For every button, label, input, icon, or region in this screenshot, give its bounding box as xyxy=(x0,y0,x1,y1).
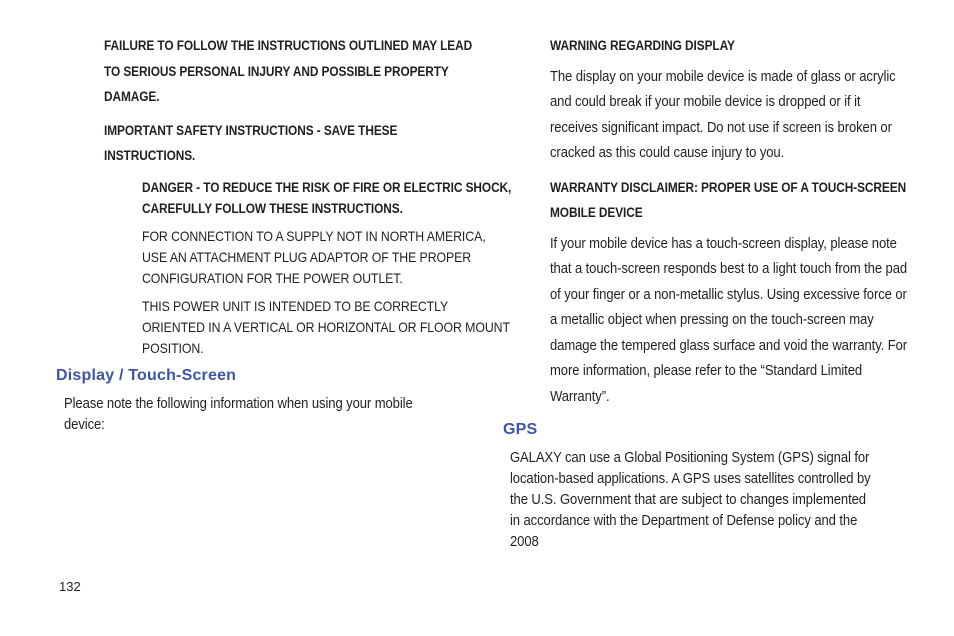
warranty-heading: WARRANTY DISCLAIMER: PROPER USE OF A TOUCH-SCREEN MOBILE DEVICE xyxy=(550,179,907,220)
gps-body: GALAXY can use a Global Positioning System (GPS) signal for location-based applications. A GPS uses satellites controlled by the U.S. Government that are subject to changes implemented in accordance with the Department of Defense policy and the 2008 xyxy=(510,450,871,550)
gps-heading: GPS xyxy=(503,421,538,438)
connection-notice: FOR CONNECTION TO A SUPPLY NOT IN NORTH AMERICA, USE AN ATTACHMENT PLUG ADAPTOR OF THE PROPER CONFIGURATION FOR THE POWER OUTLET. xyxy=(142,227,486,286)
left-column xyxy=(56,33,512,436)
warning-heading: WARNING REGARDING DISPLAY xyxy=(550,38,735,53)
orientation-notice: THIS POWER UNIT IS INTENDED TO BE CORRECTLY ORIENTED IN A VERTICAL OR HORIZONTAL OR FLOOR MOUNT POSITION. xyxy=(142,297,510,356)
warning-body: The display on your mobile device is made of glass or acrylic and could break if your mobile device is dropped or if it receives significant impact. Do not use if screen is broken or cracked as this could cause injury to you. xyxy=(550,68,896,161)
danger-notice: DANGER - TO REDUCE THE RISK OF FIRE OR ELECTRIC SHOCK, CAREFULLY FOLLOW THESE INSTRUCTIONS. xyxy=(142,179,512,216)
page-number: 132 xyxy=(59,579,81,594)
display-touch-screen-heading: Display / Touch-Screen xyxy=(56,366,237,384)
failure-notice: FAILURE TO FOLLOW THE INSTRUCTIONS OUTLINED MAY LEAD TO SERIOUS PERSONAL INJURY AND POSSIBLE PROPERTY DAMAGE. xyxy=(104,38,473,104)
right-column xyxy=(503,33,912,553)
important-safety-notice: IMPORTANT SAFETY INSTRUCTIONS - SAVE THESE INSTRUCTIONS. xyxy=(104,122,398,163)
display-intro: Please note the following information when using your mobile device: xyxy=(64,395,413,433)
warranty-body: If your mobile device has a touch-screen display, please note that a touch-screen responds best to a light touch from the pad of your finger or a non-metallic stylus. Using excessive force or a metallic object when pressing on the touch-screen may damage the tempered glass surface and void the warranty. For more information, please refer to the “Standard Limited Warranty”. xyxy=(550,235,908,405)
